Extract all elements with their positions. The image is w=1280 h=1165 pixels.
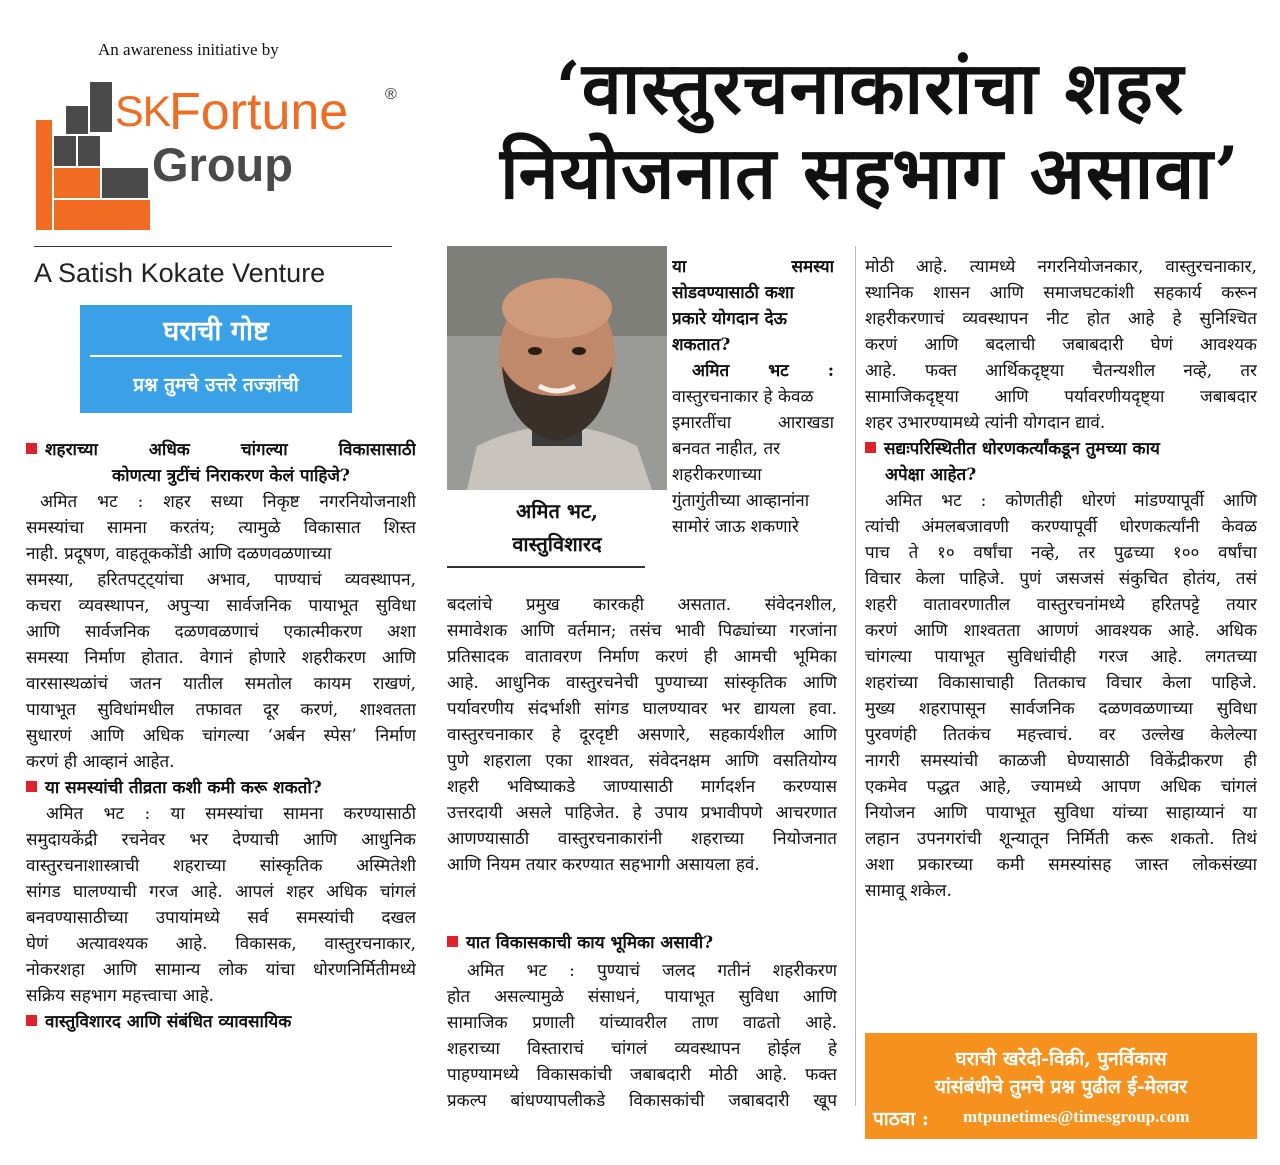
body-line: शहरी वातावरणातील वास्तुरचनांमध्ये हरितपट्टे तयार [865,595,1257,615]
question-line: प्रकारे योगदान देऊ [672,309,787,329]
body-line: शहरीकरणाचं व्यवस्थापन नीट होत आहे हे सुनिश्चित [865,309,1257,329]
body-line: मोठी आहे. त्यामध्ये नगरनियोजनकार, वास्तुरचनाकार, [865,257,1257,277]
question-line: यात विकासकाची काय भूमिका असावी? [447,930,837,956]
bullet-square-icon [26,443,37,454]
body-line: सामाजिक प्रणाली यांच्यावरील ताण वाढतो आहे. [447,1013,837,1033]
body-line: बनवण्यासाठीच्या उपायांमध्ये सर्व समस्यांची दखल [26,908,416,928]
bullet-square-icon [26,781,37,792]
body-line: सक्रिय सहभाग महत्त्वाचा आहे. [26,986,215,1006]
question-line: अपेक्षा आहेत? [885,465,977,485]
body-line: आहे. फक्त आर्थिकदृष्ट्या चैतन्यशील नव्हे, तर [865,361,1257,381]
body-line: त्यांची अंमलबजावणी करण्यापूर्वी धोरणकर्त्यांनी केवळ [865,517,1257,537]
body-line: करणं ही आव्हानं आहेत. [26,752,175,772]
column-badge-subtitle: प्रश्न तुमचे उत्तरे तज्ज्ञांची [133,374,299,396]
headline-line-1: ‘वास्तुरचनाकारांचा शहर [555,45,1185,130]
body-line: करणं आणि बदलाची जबाबदारी घेणं आवश्यक [865,335,1257,355]
body-line: सामाजिकदृष्ट्या आणि पर्यावरणीयदृष्ट्या जबाबदार [865,387,1257,407]
body-line: समावेशक आणि वर्तमान; तसंच भावी पिढ्यांच्या गरजांना [447,621,837,641]
body-line: करणं आणि शाश्वतता आणणं आवश्यक आहे. अधिक [865,621,1257,641]
body-line: बदलांचे प्रमुख कारकही असतात. संवेदनशील, [447,595,837,615]
body-line: शहरीकरणाच्या [672,465,762,485]
body-line: पुणे शहराला एका शाश्वत, संवेदनक्षम आणि वसतियोग्य [447,751,837,771]
body-line: बनवत नाहीत, तर [672,439,781,459]
column-divider [855,246,856,1106]
column-badge-divider [90,355,342,357]
body-line: मुख्य शहरापासून सार्वजनिक दळणवळणाच्या सुविधा [865,699,1257,719]
body-line: समस्या, हरितपट्ट्यांचा अभाव, पाण्याचं व्यवस्थापन, [26,570,416,590]
contact-email-link[interactable]: mtpunetimes@timesgroup.com [963,1107,1190,1126]
body-line: सामोरं जाऊ शकणारे [672,517,799,537]
answer-line: अमित भट : [692,361,834,381]
answer-line: अमित भट : पुण्याचं जलद गतीनं शहरीकरण [467,961,837,981]
logo-divider [34,246,392,247]
question-line: सद्यःपरिस्थितीत धोरणकर्त्यांकडून तुमच्या काय [865,436,1257,462]
body-line: विचार केला पाहिजे. पुणं जसजसं संकुचित होतंय, तसं [865,569,1257,589]
body-line: पुरवणंही तितकंच महत्त्वाचं. वर उल्लेख केलेल्या [865,725,1257,745]
initiative-label: An awareness initiative by [98,40,279,59]
column-badge [80,305,352,413]
body-line: नियोजन आणि पायाभूत सुविधा यांच्या साहाय्यानं या [865,803,1257,823]
question-line: सोडवण्यासाठी कशा [672,283,794,303]
body-line: समुदायकेंद्री रचनेवर भर देण्याची आणि आधुनिक [26,830,416,850]
question-line: या समस्या [672,257,834,277]
brand-sk-text: SK [115,88,171,136]
venture-tagline: A Satish Kokate Venture [34,258,326,288]
body-line: शहरी भविष्याकडे जाण्यासाठी मार्गदर्शन करण्यास [447,777,837,797]
contact-send-label: पाठवा : [873,1108,929,1130]
body-line: प्रतिसादक वातावरण निर्माण करणं ही आमची भूमिका [447,647,837,667]
bullet-square-icon [865,442,876,453]
question-line: वास्तुविशारद आणि संबंधित व्यावसायिक [26,1009,416,1035]
column-badge-title: घराची गोष्ट [163,316,269,347]
body-line: समस्यांचा सामना करतंय; त्यामुळे विकासात शिस्त [26,518,416,538]
body-line: पायाभूत सुविधांमधील तफावत दूर करणं, शाश्वतता [26,700,416,720]
body-line: लहान उपनगरांची शून्यातून निर्मिती करू शकतो. तिथं [865,829,1257,849]
body-line: वास्तुरचनाशास्त्राची शहराच्या सांस्कृतिक अस्मितेशी [26,856,416,876]
body-line: आणि नियम तयार करण्यात सहभागी असायला हवं. [447,855,760,875]
body-line: पाच ते १० वर्षांचा नव्हे, तर पुढच्या १०० वर्षांचा [865,543,1257,563]
body-line: चांगल्या पायाभूत सुविधांचीही गरज आहे. लगतच्या [865,647,1257,667]
body-line: आणण्यासाठी वास्तुरचनाकारांनी शहराच्या नियोजनात [447,829,837,849]
bullet-square-icon [447,936,458,947]
registered-mark: ® [385,86,397,103]
body-line: होत असल्यामुळे संसाधनं, पायाभूत सुविधा आणि [447,987,837,1007]
question-line: या समस्यांची तीव्रता कशी कमी करू शकतो? [26,775,416,801]
brand-group-text: Group [152,138,293,191]
question-line: शहराच्या अधिक चांगल्या विकासासाठी [26,437,416,463]
body-line: समस्या निर्माण होतात. वेगानं होणारे शहरीकरण आणि [26,648,416,668]
body-line: शहरांच्या विकासाचाही तितकाच विचार केला पाहिजे. [865,673,1257,693]
body-line: वास्तुरचनाकार हे केवळ [672,387,814,407]
body-line: कचरा व्यवस्थापन, अपुऱ्या सार्वजनिक पायाभूत सुविधा [26,596,416,616]
headline-line-2: नियोजनात सहभाग असावा’ [500,130,1240,215]
body-line: वारसास्थळांचं जतन यातील समतोल कायम राखणं, [26,674,416,694]
photo-caption-designation: वास्तुविशारद [512,532,602,556]
body-line: पाहण्यामध्ये विकासकांची जबाबदारी मोठी आहे. फक्त [447,1065,837,1085]
question-line: कोणत्या त्रुटींचं निराकरण केलं पाहिजे? [112,466,350,486]
body-line: आणि सार्वजनिक दळणवळणाचं एकात्मीकरण अशा [26,622,416,642]
body-line: सांगड घालण्याची गरज आहे. आपलं शहर अधिक चांगलं [26,882,416,902]
body-line: स्थानिक शासन आणि समाजघटकांशी सहकार्य करून [865,283,1257,303]
brand-fortune-text: Fortune [169,83,349,141]
answer-line: अमित भट : शहर सध्या निकृष्ट नगरनियोजनाशी [40,492,416,512]
body-line: नोकरशहा आणि सामान्य लोक यांचा धोरणनिर्मितीमध्ये [26,960,416,980]
body-line: वास्तुरचनाकार हे दूरदृष्टी असणारे, सहकार्यशील आणि [447,725,837,745]
body-line: नाही. प्रदूषण, वाहतूककोंडी आणि दळणवळणाच्या [26,544,332,564]
contact-box [865,1033,1257,1139]
body-line: शहराच्या विस्ताराचं चांगलं व्यवस्थापन होईल हे [447,1039,837,1059]
answer-line: अमित भट : कोणतीही धोरणं मांडण्यापूर्वी आणि [885,491,1257,511]
body-line: प्रकल्प बांधण्यापलीकडे विकासकांची जबाबदारी खूप [447,1091,837,1111]
caption-divider [447,566,645,568]
photo-caption-name: अमित भट, [516,499,598,523]
body-line: सुधारणं आणि अधिक चांगल्या ‘अर्बन स्पेस’ निर्माण [26,726,416,746]
contact-line-2: यांसंबंधीचे तुमचे प्रश्न पुढील ई-मेलवर [934,1076,1188,1098]
body-line: उत्तरदायी असले पाहिजेत. हे उपाय प्रभावीपणे आचरणात [447,803,837,823]
contact-line-1: घराची खरेदी-विक्री, पुनर्विकास [955,1048,1167,1070]
body-line: सामावू शकेल. [865,881,952,901]
body-line: शहर उभारण्यामध्ये त्यांनी योगदान द्यावं. [865,413,1106,433]
body-line: पर्यावरणीय संदर्भाशी सांगड घालण्यावर भर द्यायला हवा. [447,699,837,719]
question-line: शकतात? [672,335,731,355]
body-line: आहे. आधुनिक वास्तुरचनेची पुण्याच्या सांस्कृतिक आणि [447,673,837,693]
body-line: नागरी समस्यांची काळजी घेण्यासाठी विकेंद्रीकरण ही [865,751,1257,771]
bullet-square-icon [26,1015,37,1026]
body-line: अशा प्रकारच्या कमी समस्यांसह जास्त लोकसंख्या [865,855,1257,875]
body-line: इमारतींचा आराखडा [672,413,834,433]
body-line: गुंतागुंतीच्या आव्हानांना [672,491,810,511]
body-line: घेणं अत्यावश्यक आहे. विकासक, वास्तुरचनाकार, [26,934,416,954]
answer-line: अमित भट : या समस्यांचा सामना करण्यासाठी [46,804,416,824]
body-line: एकमेव पद्धत आहे, ज्यामध्ये आपण अधिक चांगलं [865,777,1257,797]
portrait-photo [447,246,667,490]
